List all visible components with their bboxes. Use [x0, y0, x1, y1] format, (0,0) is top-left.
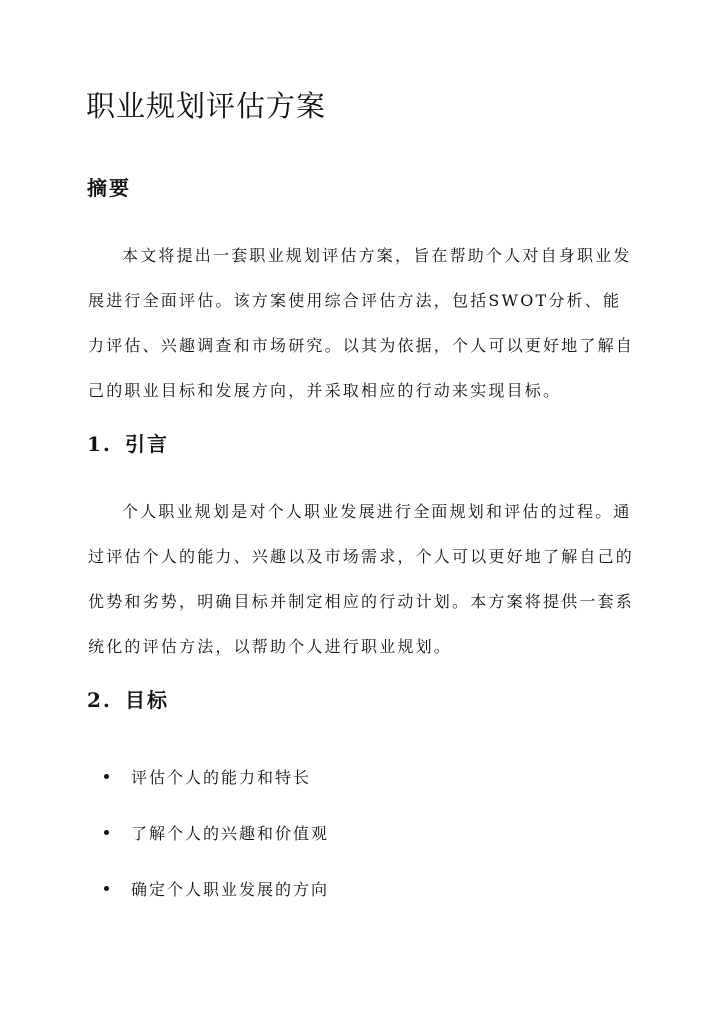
- introduction-number: 1.: [87, 432, 112, 456]
- bullet-icon: [104, 774, 109, 779]
- goals-heading-text: 目标: [125, 688, 169, 712]
- introduction-paragraph: 个人职业规划是对个人职业发展进行全面规划和评估的过程。通过评估个人的能力、兴趣以及市场需求，个人可以更好地了解自己的优势和劣势，明确目标并制定相应的行动计划。本方案将提供一套系统化的评估方法，以帮助个人进行职业规划。: [88, 502, 635, 656]
- goals-heading: [87, 686, 169, 714]
- goal-item-text: 评估个人的能力和特长: [131, 767, 312, 787]
- goal-list-item: [104, 748, 329, 804]
- abstract-paragraph: 本文将提出一套职业规划评估方案，旨在帮助个人对自身职业发展进行全面评估。该方案使用综合评估方法，包括SWOT分析、能力评估、兴趣调查和市场研究。以其为依据，个人可以更好地了解自己的职业目标和发展方向，并采取相应的行动来实现目标。: [88, 246, 635, 400]
- goal-item-text: 确定个人职业发展的方向: [131, 879, 330, 899]
- goal-list-item: [104, 860, 329, 916]
- bullet-icon: [104, 886, 109, 891]
- introduction-heading: [87, 430, 169, 458]
- goal-item-text: 了解个人的兴趣和价值观: [131, 823, 330, 843]
- introduction-heading-text: 引言: [125, 432, 169, 456]
- bullet-icon: [104, 830, 109, 835]
- goal-list-item: [104, 804, 329, 860]
- goals-number: 2.: [87, 688, 112, 712]
- abstract-heading: 摘要: [87, 176, 131, 200]
- goals-list: [104, 748, 329, 916]
- document-title: 职业规划评估方案: [86, 89, 327, 123]
